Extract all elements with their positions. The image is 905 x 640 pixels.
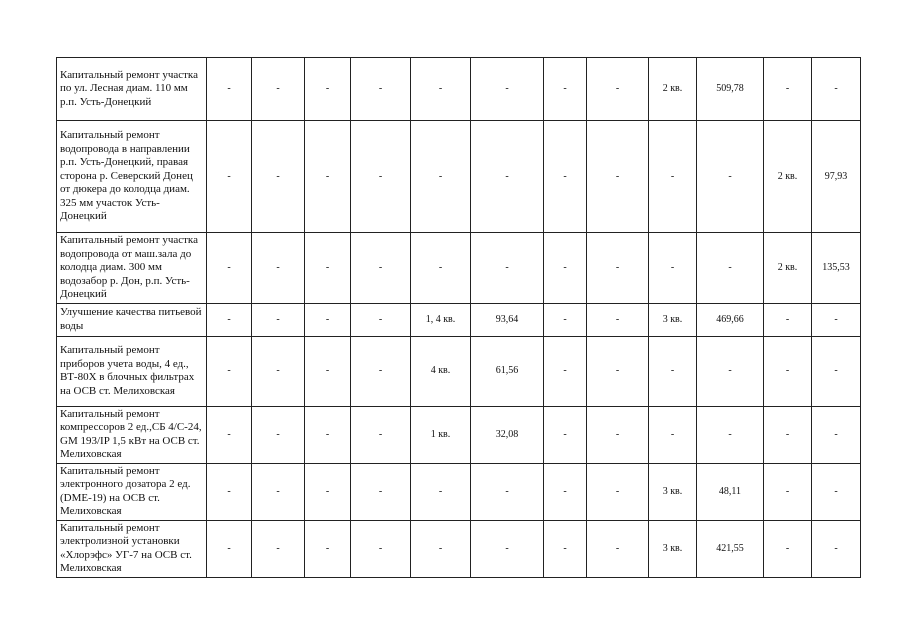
table-cell: - (252, 406, 305, 463)
table-body (57, 58, 861, 578)
table-row (57, 58, 861, 121)
table-cell: - (544, 463, 587, 520)
row-description: Капитальный ремонт электронного дозатора 2 ед. (DME-19) на ОСВ ст. Мелиховская (57, 463, 207, 520)
table-cell: - (587, 463, 649, 520)
table-cell: - (207, 233, 252, 304)
table-cell: 1, 4 кв. (411, 303, 471, 336)
table-cell: 2 кв. (764, 121, 812, 233)
table-cell: - (252, 233, 305, 304)
table-row (57, 233, 861, 304)
table-cell: - (252, 58, 305, 121)
table-cell: - (351, 303, 411, 336)
table-cell: - (764, 406, 812, 463)
table-cell: - (764, 58, 812, 121)
table-cell: - (305, 58, 351, 121)
table-cell: - (471, 520, 544, 577)
table-cell: 509,78 (697, 58, 764, 121)
table-cell: 135,53 (812, 233, 861, 304)
table-cell: - (305, 303, 351, 336)
row-description: Капитальный ремонт участка по ул. Лесная диам. 110 мм р.п. Усть-Донецкий (57, 58, 207, 121)
table-cell: - (812, 406, 861, 463)
table-cell: - (305, 233, 351, 304)
table-cell: 48,11 (697, 463, 764, 520)
row-description: Капитальный ремонт компрессоров 2 ед.,СБ 4/С-24, GM 193/IP 1,5 кВт на ОСВ ст. Мелиховская (57, 406, 207, 463)
row-description: Капитальный ремонт приборов учета воды, 4 ед., ВТ-80Х в блочных фильтрах на ОСВ ст. Мелиховская (57, 336, 207, 406)
table-cell: - (812, 336, 861, 406)
table-cell: - (471, 463, 544, 520)
table-cell: - (544, 303, 587, 336)
table-cell: - (544, 121, 587, 233)
table-cell: - (544, 233, 587, 304)
table-cell: - (649, 121, 697, 233)
table-cell: - (351, 463, 411, 520)
table-cell: - (411, 520, 471, 577)
table-cell: 3 кв. (649, 463, 697, 520)
table-cell: - (351, 58, 411, 121)
row-description: Капитальный ремонт водопровода в направлении р.п. Усть-Донецкий, правая сторона р. Северский Донец от дюкера до колодца диам. 325 мм участок Усть-Донецкий (57, 121, 207, 233)
table-cell: - (351, 406, 411, 463)
table-cell: - (207, 463, 252, 520)
table-cell: - (544, 520, 587, 577)
table-cell: - (305, 336, 351, 406)
table-cell: 4 кв. (411, 336, 471, 406)
table-cell: - (649, 406, 697, 463)
table-cell: - (697, 406, 764, 463)
table-cell: - (351, 336, 411, 406)
table-cell: - (252, 121, 305, 233)
table-cell: - (471, 58, 544, 121)
table-cell: - (587, 303, 649, 336)
table-cell: - (764, 520, 812, 577)
table-cell: - (649, 233, 697, 304)
table-row (57, 406, 861, 463)
table-cell: - (252, 463, 305, 520)
table-cell: - (351, 233, 411, 304)
table-cell: 2 кв. (764, 233, 812, 304)
table-cell: - (697, 121, 764, 233)
table-cell: - (471, 121, 544, 233)
table-cell: 3 кв. (649, 303, 697, 336)
table-row (57, 336, 861, 406)
table-cell: - (305, 121, 351, 233)
table-cell: - (207, 406, 252, 463)
row-description: Улучшение качества питьевой воды (57, 303, 207, 336)
table-cell: - (764, 463, 812, 520)
row-description: Капитальный ремонт участка водопровода от маш.зала до колодца диам. 300 мм водозабор р. Дон, р.п. Усть-Донецкий (57, 233, 207, 304)
table-cell: - (305, 520, 351, 577)
table-cell: - (411, 233, 471, 304)
table-cell: - (587, 121, 649, 233)
table-cell: - (812, 58, 861, 121)
table-cell: - (305, 463, 351, 520)
table-cell: - (411, 58, 471, 121)
table-cell: - (697, 233, 764, 304)
table-cell: - (544, 336, 587, 406)
table-cell: - (252, 336, 305, 406)
repair-schedule-table (56, 57, 861, 578)
table-cell: - (812, 463, 861, 520)
table-row (57, 463, 861, 520)
table-cell: - (649, 336, 697, 406)
table-cell: 469,66 (697, 303, 764, 336)
table-cell: - (587, 520, 649, 577)
table-cell: 1 кв. (411, 406, 471, 463)
table-cell: - (471, 233, 544, 304)
table-cell: 32,08 (471, 406, 544, 463)
table-cell: - (587, 336, 649, 406)
table-cell: - (252, 303, 305, 336)
table-cell: - (812, 303, 861, 336)
table-cell: 97,93 (812, 121, 861, 233)
table-cell: - (764, 336, 812, 406)
table-cell: 421,55 (697, 520, 764, 577)
table-cell: - (587, 406, 649, 463)
table-cell: - (587, 233, 649, 304)
row-description: Капитальный ремонт электролизной установки «Хлорэфс» УГ-7 на ОСВ ст. Мелиховская (57, 520, 207, 577)
table-cell: - (207, 121, 252, 233)
table-cell: - (697, 336, 764, 406)
table-cell: - (252, 520, 305, 577)
table-cell: - (207, 303, 252, 336)
table-cell: - (411, 121, 471, 233)
table-row (57, 303, 861, 336)
table-row (57, 121, 861, 233)
table-cell: 2 кв. (649, 58, 697, 121)
table-cell: - (351, 520, 411, 577)
table-cell: - (305, 406, 351, 463)
table-cell: - (351, 121, 411, 233)
table-cell: 3 кв. (649, 520, 697, 577)
table-cell: - (544, 58, 587, 121)
table-cell: 93,64 (471, 303, 544, 336)
table-cell: - (587, 58, 649, 121)
table-cell: - (207, 520, 252, 577)
table-cell: - (207, 58, 252, 121)
table-cell: - (411, 463, 471, 520)
table-cell: - (544, 406, 587, 463)
table-row (57, 520, 861, 577)
table-cell: - (207, 336, 252, 406)
table-cell: 61,56 (471, 336, 544, 406)
table-cell: - (764, 303, 812, 336)
table-cell: - (812, 520, 861, 577)
